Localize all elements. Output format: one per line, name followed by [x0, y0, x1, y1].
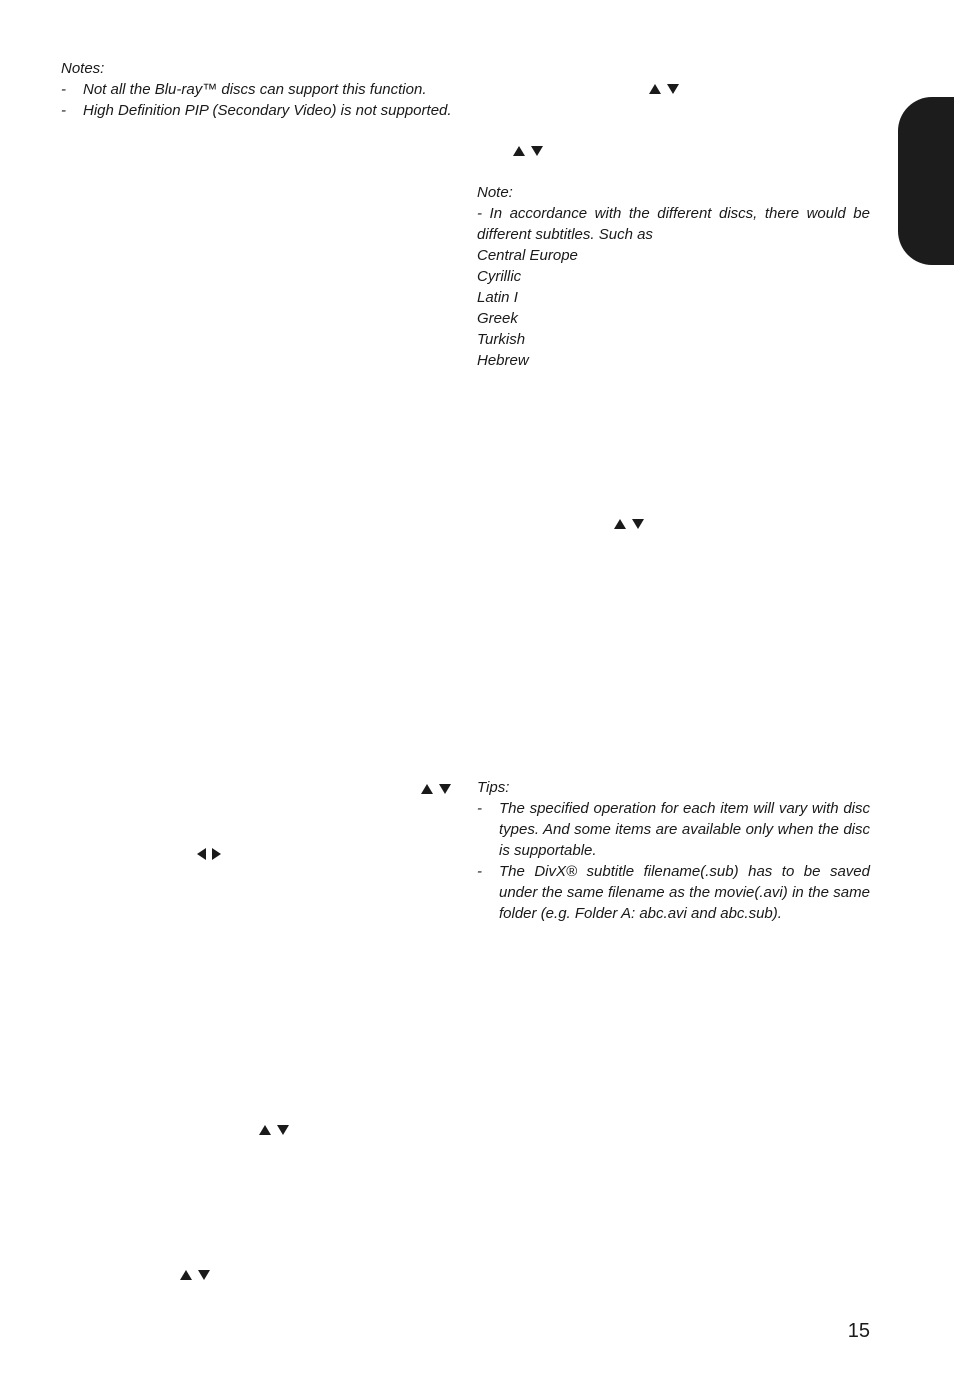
down-arrow-icon: [531, 146, 543, 156]
up-arrow-icon: [614, 519, 626, 529]
left-notes: [61, 58, 454, 121]
up-down-arrows-icon: [259, 1124, 289, 1136]
subtitle-item: Hebrew: [477, 352, 529, 369]
right-note-intro: - In accordance with the different discs, there would be different subtitles. Such as: [477, 205, 870, 243]
left-notes-heading: Notes:: [61, 60, 105, 77]
right-note: [477, 182, 870, 371]
subtitle-item: Latin I: [477, 289, 518, 306]
up-down-arrows-icon: [421, 783, 451, 795]
up-arrow-icon: [259, 1125, 271, 1135]
right-note-heading: Note:: [477, 184, 513, 201]
subtitle-item: Greek: [477, 310, 518, 327]
tips: [477, 777, 870, 924]
up-down-arrows-icon: [180, 1269, 210, 1281]
page-number: 15: [847, 1320, 870, 1342]
down-arrow-icon: [198, 1270, 210, 1280]
up-arrow-icon: [421, 784, 433, 794]
up-arrow-icon: [513, 146, 525, 156]
up-arrow-icon: [649, 84, 661, 94]
up-down-arrows-icon: [513, 145, 543, 157]
up-down-arrows-icon: [649, 83, 679, 95]
subtitle-item: Turkish: [477, 331, 526, 348]
list-item: - Not all the Blu-ray™ discs can support this function.: [61, 81, 427, 98]
subtitle-item: Central Europe: [477, 247, 578, 264]
list-item: - The DivX® subtitle filename(.sub) has to be saved under the same filename as the movie(.avi) in the same folder (e.g. Folder A: abc.avi and abc.sub).: [477, 863, 870, 922]
subtitle-item: Cyrillic: [477, 268, 522, 285]
section-tab: [898, 97, 954, 265]
down-arrow-icon: [439, 784, 451, 794]
left-arrow-icon: [197, 848, 206, 860]
left-notes-list: [61, 79, 454, 121]
up-down-arrows-icon: [614, 518, 644, 530]
tips-heading: Tips:: [477, 779, 510, 796]
list-item: - The specified operation for each item will vary with disc types. And some items are available only when the disc is supportable.: [477, 800, 870, 859]
down-arrow-icon: [277, 1125, 289, 1135]
down-arrow-icon: [632, 519, 644, 529]
list-item: - High Definition PIP (Secondary Video) is not supported.: [61, 102, 452, 119]
down-arrow-icon: [667, 84, 679, 94]
up-arrow-icon: [180, 1270, 192, 1280]
tips-list: [477, 798, 870, 924]
left-right-arrows-icon: [197, 848, 221, 860]
right-arrow-icon: [212, 848, 221, 860]
